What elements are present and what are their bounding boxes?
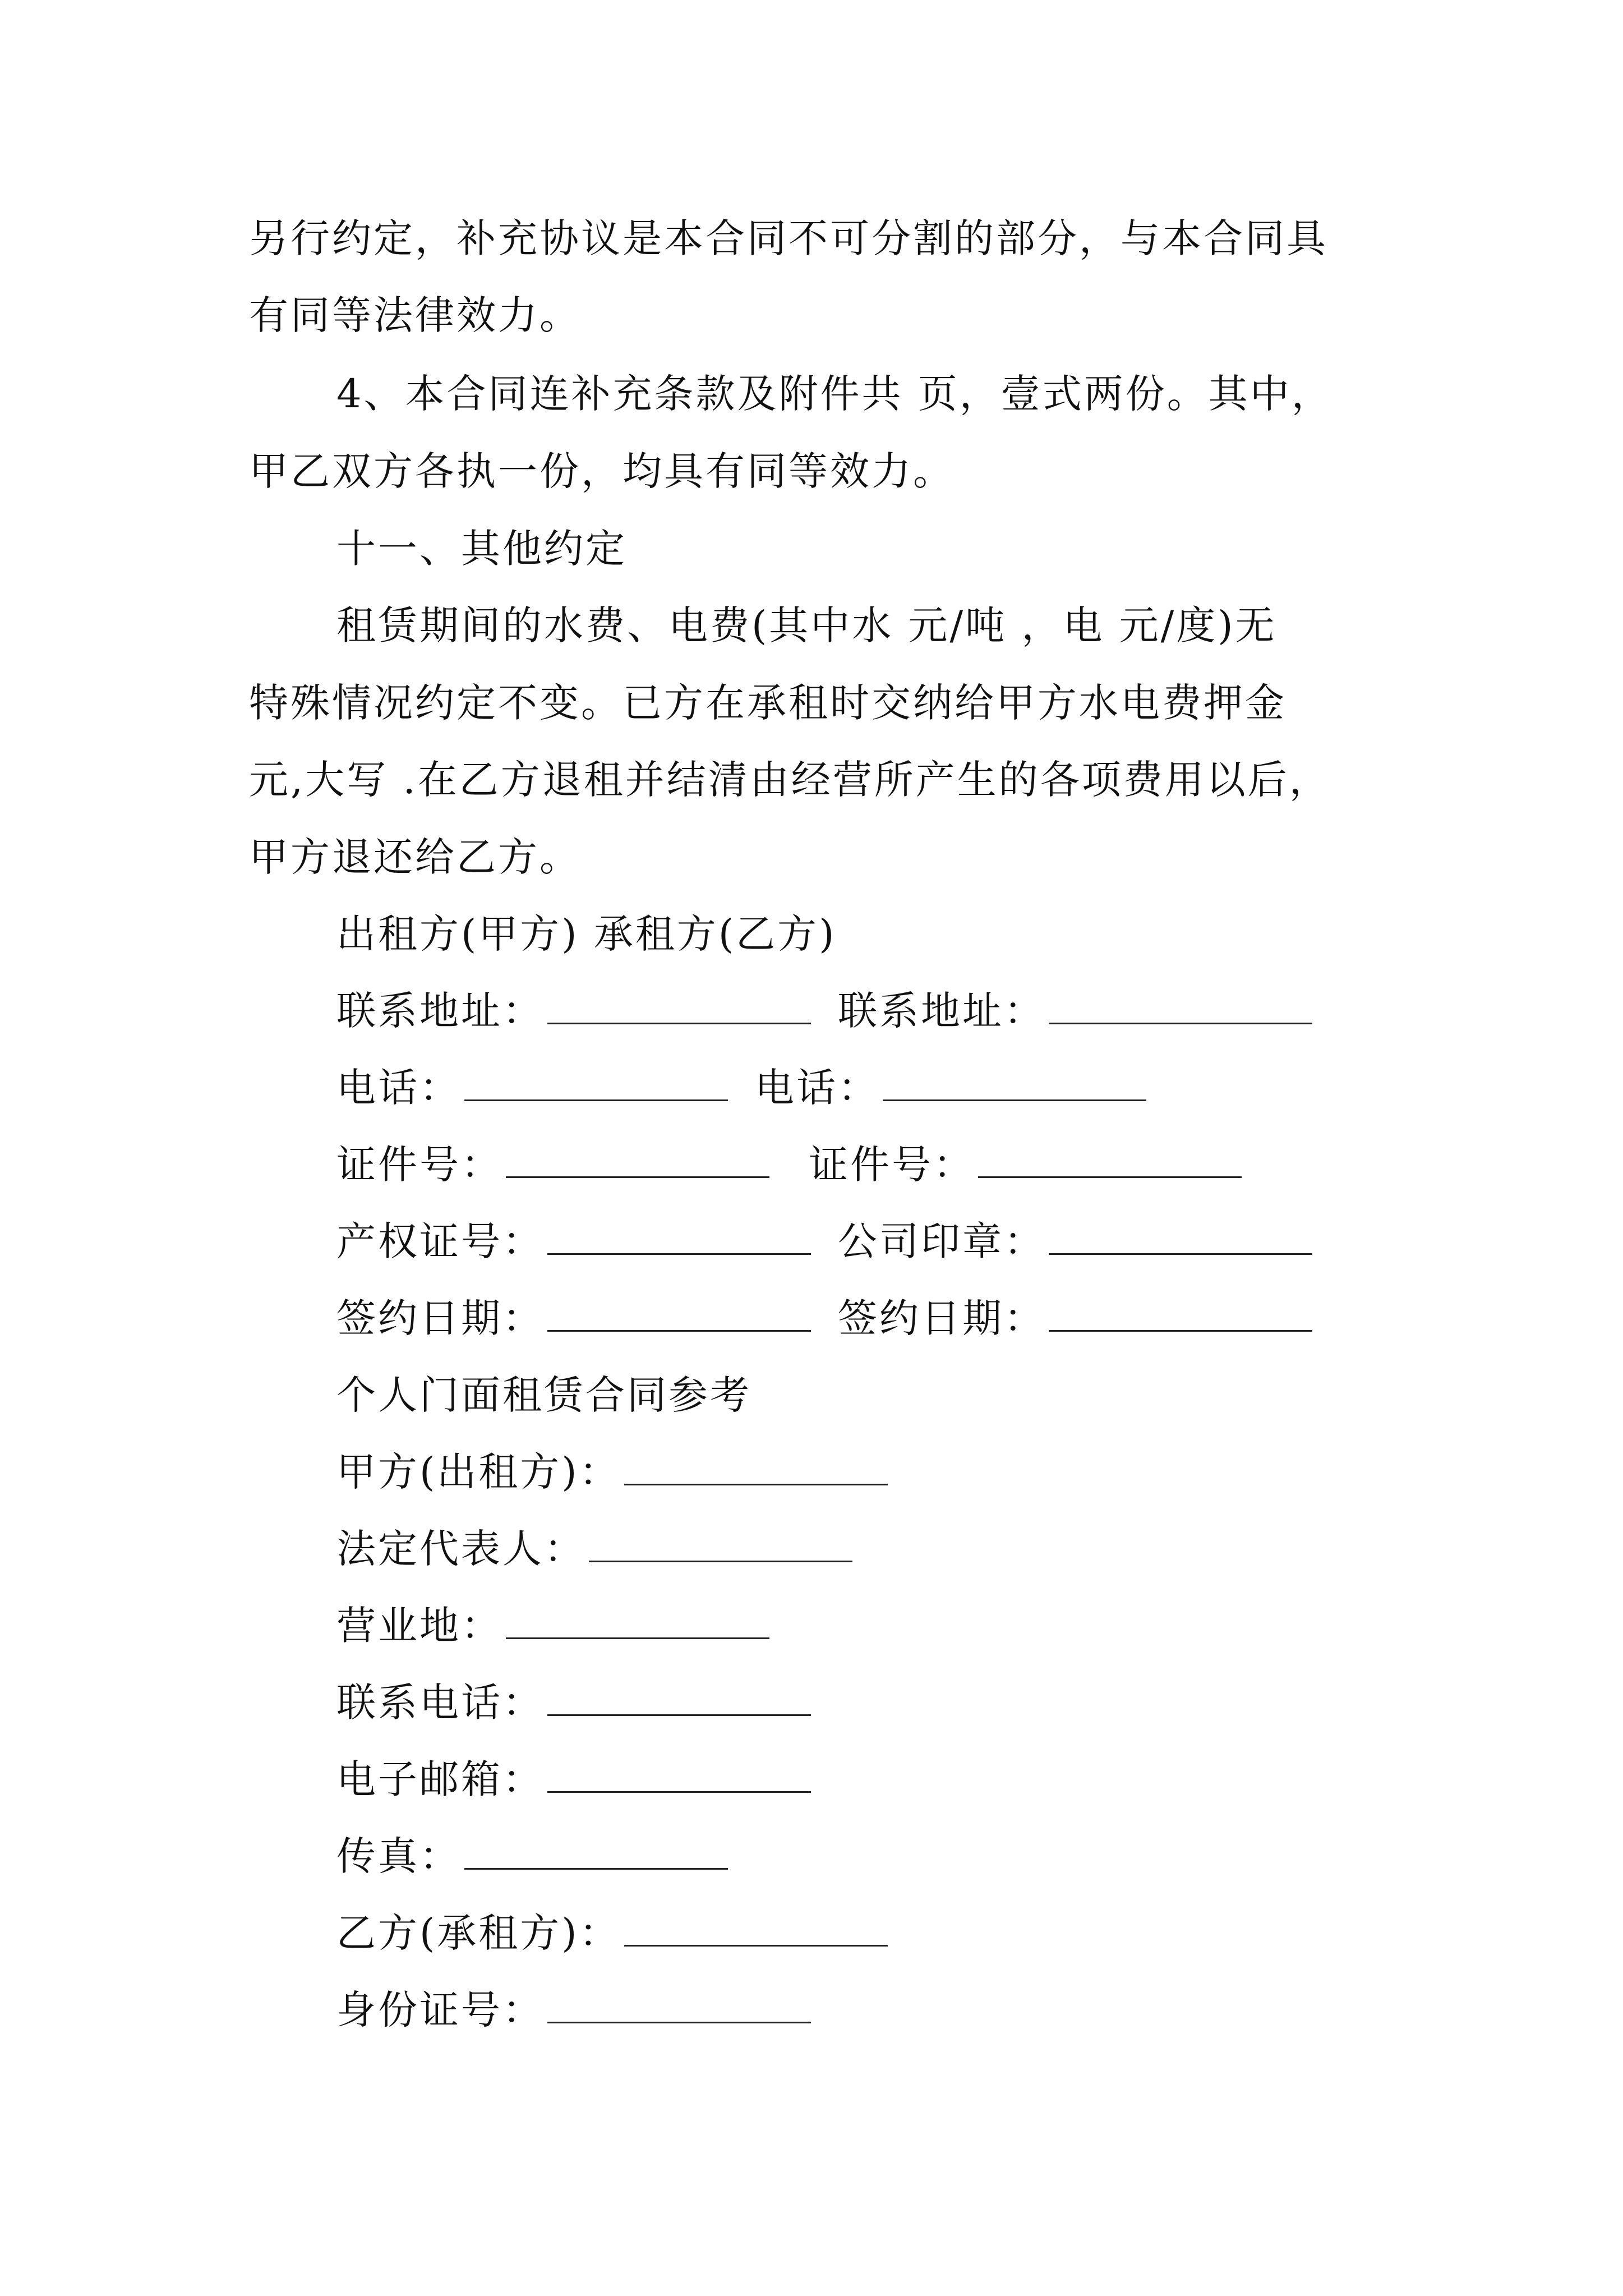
- signature-row: [336, 1137, 1242, 1193]
- field-label: 公司印章：: [838, 1218, 1045, 1264]
- fill-in-blank[interactable]: [547, 988, 811, 1024]
- field-label: 传真：: [336, 1833, 461, 1879]
- field-label: 电话：: [755, 1065, 879, 1111]
- paragraph-line: 另行约定，补充协议是本合同不可分割的部分，与本合同具: [249, 215, 1328, 261]
- fill-in-blank[interactable]: [547, 1295, 811, 1332]
- form-field: [336, 1905, 888, 1961]
- fill-in-blank[interactable]: [547, 1987, 811, 2023]
- field-label: 甲方(出租方)：: [336, 1449, 621, 1495]
- signature-row: [336, 983, 1312, 1039]
- form-field: [336, 1444, 888, 1500]
- fill-in-blank[interactable]: [506, 1142, 769, 1178]
- paragraph-line: 租赁期间的水费、电费(其中水 元/吨 ，电 元/度)无: [336, 602, 1277, 648]
- fill-in-blank[interactable]: [883, 1065, 1146, 1101]
- paragraph-line: 有同等法律效力。: [249, 292, 581, 338]
- field-label: 证件号：: [336, 1142, 502, 1188]
- field-label: 联系电话：: [336, 1680, 544, 1726]
- form-field: [336, 1598, 769, 1654]
- field-label: 证件号：: [809, 1142, 975, 1188]
- parties-header: 出租方(甲方) 承租方(乙方): [336, 911, 837, 957]
- field-label: 电话：: [336, 1065, 461, 1111]
- field-label: 联系地址：: [336, 988, 544, 1034]
- form-field: [336, 1982, 811, 2038]
- fill-in-blank[interactable]: [464, 1065, 728, 1101]
- signature-row: [336, 1213, 1312, 1269]
- form-field: [336, 1828, 728, 1884]
- paragraph-line: 特殊情况约定不变。已方在承租时交纳给甲方水电费押金: [249, 680, 1287, 726]
- form-field: [336, 1674, 811, 1731]
- field-label: 产权证号：: [336, 1218, 544, 1264]
- field-label: 身份证号：: [336, 1987, 544, 2033]
- section-heading: 十一、其他约定: [336, 526, 627, 572]
- fill-in-blank[interactable]: [547, 1756, 811, 1793]
- field-label: 签约日期：: [336, 1295, 544, 1341]
- fill-in-blank[interactable]: [1049, 1218, 1312, 1255]
- fill-in-blank[interactable]: [1049, 988, 1312, 1024]
- field-label: 法定代表人：: [336, 1526, 585, 1572]
- second-contract-title: 个人门面租赁合同参考: [336, 1372, 751, 1418]
- field-label: 电子邮箱：: [336, 1756, 544, 1802]
- fill-in-blank[interactable]: [1049, 1295, 1312, 1332]
- field-label: 联系地址：: [838, 988, 1045, 1034]
- fill-in-blank[interactable]: [624, 1449, 888, 1485]
- field-label: 营业地：: [336, 1603, 502, 1649]
- paragraph-line: 甲乙双方各执一份，均具有同等效力。: [249, 448, 955, 494]
- fill-in-blank[interactable]: [506, 1603, 769, 1639]
- paragraph-line: 甲方退还给乙方。: [249, 834, 581, 880]
- fill-in-blank[interactable]: [547, 1680, 811, 1716]
- signature-row: [336, 1060, 1146, 1116]
- field-label: 签约日期：: [838, 1295, 1045, 1341]
- fill-in-blank[interactable]: [464, 1833, 728, 1870]
- signature-row: [336, 1290, 1312, 1346]
- fill-in-blank[interactable]: [624, 1910, 888, 1947]
- fill-in-blank[interactable]: [978, 1142, 1242, 1178]
- fill-in-blank[interactable]: [589, 1526, 852, 1562]
- form-field: [336, 1521, 852, 1577]
- paragraph-line: 4、本合同连补充条款及附件共 页，壹式两份。其中，: [336, 371, 1333, 417]
- form-field: [336, 1751, 811, 1807]
- paragraph-line: 元,大写 .在乙方退租并结清由经营所产生的各项费用以后，: [249, 757, 1331, 803]
- field-label: 乙方(承租方)：: [336, 1910, 621, 1956]
- fill-in-blank[interactable]: [547, 1218, 811, 1255]
